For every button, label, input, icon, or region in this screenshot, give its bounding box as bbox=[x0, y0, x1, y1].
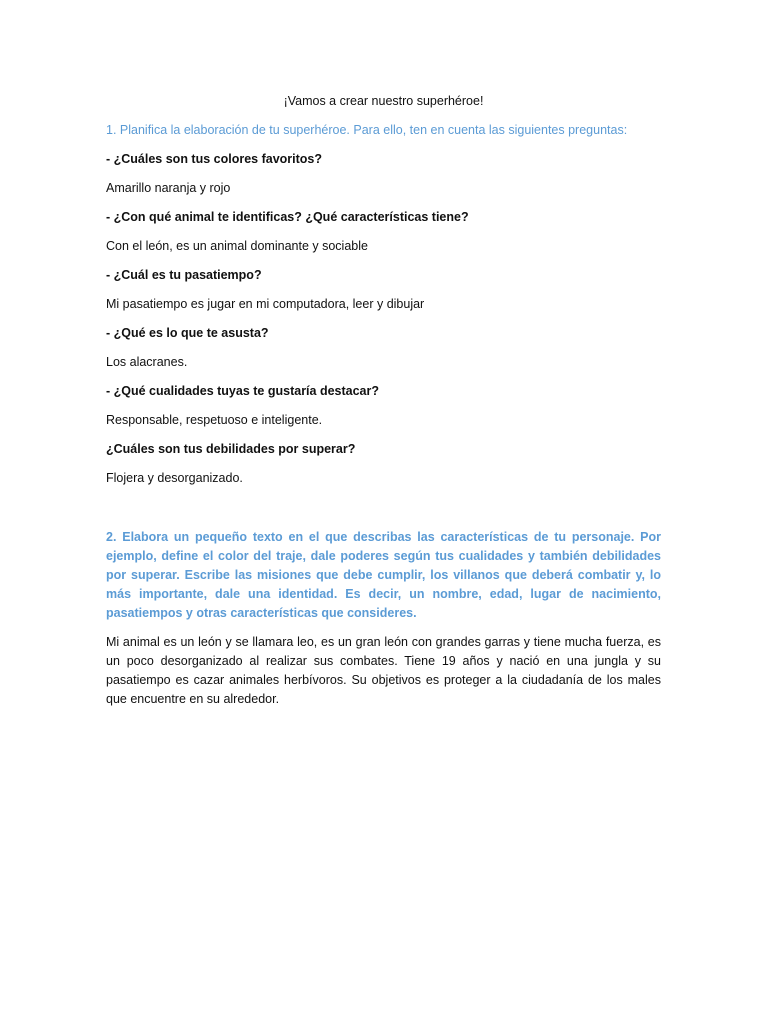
answer-colors: Amarillo naranja y rojo bbox=[106, 181, 231, 195]
answer-fear: Los alacranes. bbox=[106, 355, 188, 369]
question-weaknesses: ¿Cuáles son tus debilidades por superar? bbox=[106, 442, 356, 456]
question-hobby: - ¿Cuál es tu pasatiempo? bbox=[106, 268, 262, 282]
question-colors: - ¿Cuáles son tus colores favoritos? bbox=[106, 152, 323, 166]
section1-heading: 1. Planifica la elaboración de tu superhéroe. Para ello, ten en cuenta las siguientes preguntas: bbox=[106, 123, 628, 137]
question-animal: - ¿Con qué animal te identificas? ¿Qué características tiene? bbox=[106, 210, 469, 224]
section2-heading: 2. Elabora un pequeño texto en el que describas las características de tu personaje. Por ejemplo, define el color del traje, dale poderes según tus cualidades y también debilidades por superar. Escribe las misiones que debe cumplir, los villanos que deberá combatir y, lo más importante, dale una identidad. Es decir, un nombre, edad, lugar de nacimiento, pasatiempos y otras características que consideres. bbox=[106, 530, 661, 620]
question-qualities: - ¿Qué cualidades tuyas te gustaría destacar? bbox=[106, 384, 380, 398]
answer-qualities: Responsable, respetuoso e inteligente. bbox=[106, 413, 323, 427]
answer-weaknesses: Flojera y desorganizado. bbox=[106, 471, 243, 485]
section2-body: Mi animal es un león y se llamara leo, es un gran león con grandes garras y tiene mucha fuerza, es un poco desorganizado al realizar sus combates. Tiene 19 años y nació en una jungla y su pasatiempo es cazar animales herbívoros. Su objetivos es proteger a la ciudadanía de los males que encuentre en su alrededor. bbox=[106, 635, 661, 706]
answer-hobby: Mi pasatiempo es jugar en mi computadora, leer y dibujar bbox=[106, 297, 425, 311]
document-title: ¡Vamos a crear nuestro superhéroe! bbox=[283, 94, 484, 108]
question-fear: - ¿Qué es lo que te asusta? bbox=[106, 326, 269, 340]
answer-animal: Con el león, es un animal dominante y sociable bbox=[106, 239, 368, 253]
